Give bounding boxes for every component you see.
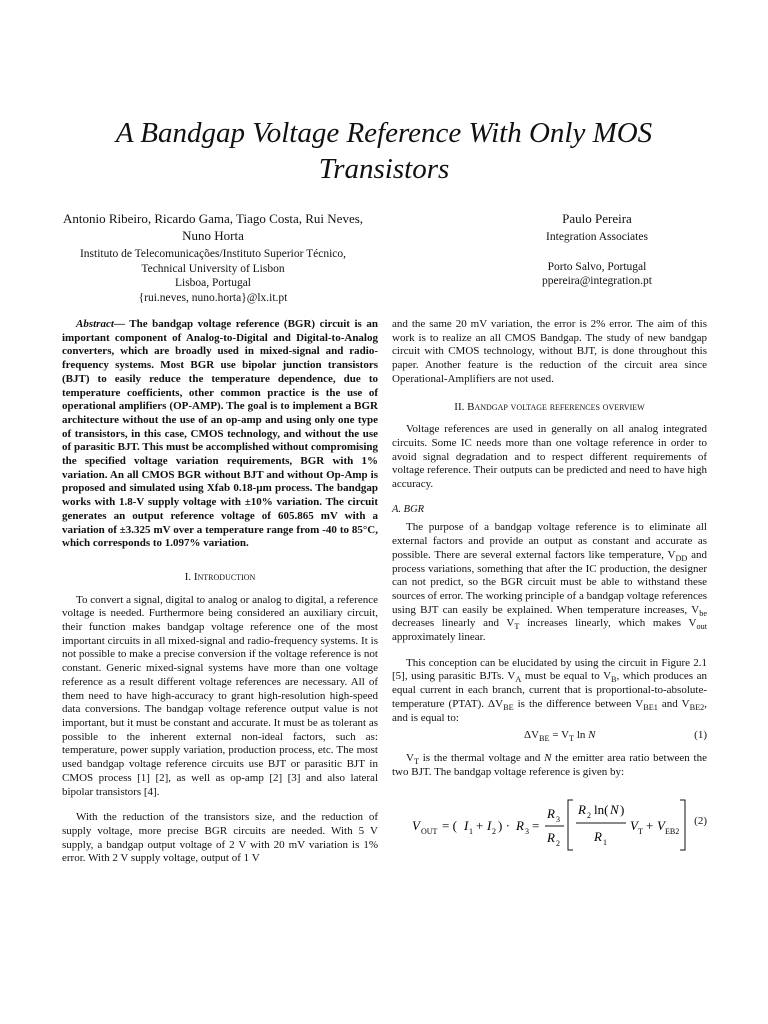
- svg-text:R: R: [547, 829, 555, 845]
- equation-2-number: (2): [694, 814, 707, 827]
- intro-paragraph-2: With the reduction of the transistors size, and the reduction of supply voltage, more precise BGR circuits are needed. With 5 V supply, a bandgap output voltage of 2 V with 20 mV variation is 1% error. With 2 V supply voltage, output of 1 V: [62, 811, 378, 865]
- author-institute: Instituto de Telecomunicações/Instituto Superior Técnico,: [79, 248, 347, 260]
- svg-text:3: 3: [556, 814, 560, 824]
- author-email-left: {rui.neves, nuno.horta}@lx.it.pt: [138, 291, 288, 304]
- svg-text:) ·: ) ·: [498, 817, 510, 833]
- svg-text:2: 2: [556, 838, 560, 848]
- author-name-right: Paulo Pereira: [562, 211, 632, 226]
- overview-paragraph-1: Voltage references are used in generally on all analog integrated circuits. Some IC needs more than one voltage reference in order to avoid signal degradation and to respect different requirements of voltage reference. Their outputs can be predicted and need to have high accuracy.: [392, 423, 707, 491]
- svg-text:+: +: [476, 817, 484, 833]
- intro-paragraph-2-continued: and the same 20 mV variation, the error is 2% error. The aim of this work is to realize an all CMOS Bandgap. The study of new bandgap circuit with CMOS technology, without BJT, is done throughout this paper. Another feature is the reduction of the circuit area since Operational-Amplifiers are not used.: [392, 318, 707, 385]
- svg-text:I: I: [464, 817, 469, 833]
- bgr-paragraph-3: $V_T$ is the thermal voltage and N the emitter area ratio between the two BJT. The bandgap voltage reference is given by:: [392, 752, 707, 778]
- paper-title: A Bandgap Voltage Reference With Only MOS Transistors: [115, 117, 653, 185]
- svg-text:EB2: EB2: [665, 826, 680, 836]
- svg-text:2: 2: [492, 826, 496, 836]
- right-column: [392, 318, 707, 856]
- svg-text:R: R: [578, 801, 586, 817]
- svg-text:): ): [620, 801, 625, 817]
- author-company: Integration Associates: [546, 231, 648, 243]
- svg-text:N: N: [610, 801, 619, 817]
- bgr-paragraph-1: The purpose of a bandgap voltage reference is to eliminate all external factors and provide an output as constant and accurate as possible. There are several external factors like temperature, $V_{DD}$ and process variations, something that after the IC production, the designer can not predict, so the BGR circuit must be able to withstand these sources of error. The working principle of a bandgap voltage references using BJT can easily be explained. When temperature increases, $V_{be}$ decreases linearly and $V_T$ increases linearly, which makes $V_{out}$ approximately linear.: [392, 521, 707, 644]
- author-email-right: ppereira@integration.pt: [542, 275, 652, 287]
- subsection-heading-bgr: A. BGR: [392, 503, 425, 515]
- svg-text:R: R: [547, 805, 555, 821]
- equation-1: $\Delta V_{BE} = V_T$ ln N (1): [524, 729, 707, 744]
- svg-text:R: R: [594, 828, 602, 844]
- section-heading-introduction: I. Introduction: [184, 570, 256, 583]
- svg-text:1: 1: [469, 826, 473, 836]
- svg-text:=: =: [532, 817, 540, 833]
- svg-text:= (: = (: [442, 817, 457, 833]
- svg-text:V: V: [412, 817, 420, 833]
- svg-text:1: 1: [603, 837, 607, 847]
- svg-text:T: T: [638, 826, 643, 836]
- bgr-paragraph-2: This conception can be elucidated by using the circuit in Figure 2.1 [5], using parasitic BJTs. $V_A$ must be equal to $V_B$, which produces an equal current in each branch, current that is proportional-to-absolute-temperature (PTAT). $\Delta V_{BE}$ is the difference between $V_{BE1}$ and $V_{BE2}$, and is equal to:: [392, 656, 707, 724]
- svg-text:3: 3: [525, 826, 529, 836]
- intro-paragraph-1: To convert a signal, digital to analog or analog to digital, a reference voltage is needed. Furthermore being considered an auxiliary circuit, their function makes bandgap voltage reference one of the most important circuits in all mixed-signal and radio-frequency systems. It is not possible to make a precise conversion if the voltage reference is not constant. Generic mixed-signal systems have more than one voltage reference as a result different voltage references are necessary. All of them need to have high-accuracy to grant high-resolution high-speed data conversions. The bandgap voltage reference output value is not important, but it must be constant and accurate. It must be as tolerant as possible to the inherent external non-ideal factors, such as: temperature, power supply variation, production process, etc. The most used bandgap voltage reference circuits use BJT or parasitic BJT in CMOS process [1] [2], as well as op-amp [2] [3] and also lateral bipolar transistors [4].: [62, 593, 378, 798]
- svg-text:V: V: [657, 817, 665, 833]
- equation-2: [392, 794, 707, 856]
- svg-text:ln(: ln(: [594, 801, 609, 817]
- author-location-right: Porto Salvo, Portugal: [547, 260, 647, 273]
- svg-text:OUT: OUT: [421, 826, 438, 836]
- author-names-left: Antonio Ribeiro, Ricardo Gama, Tiago Costa, Rui Neves, Nuno Horta: [62, 211, 364, 243]
- equation-2-formula: [412, 794, 687, 856]
- svg-text:2: 2: [587, 810, 591, 820]
- section-heading-overview: II. Bandgap voltage references overview: [454, 400, 645, 413]
- svg-text:I: I: [487, 817, 492, 833]
- svg-text:R: R: [516, 817, 524, 833]
- author-block-left: [50, 210, 376, 305]
- svg-text:+: +: [646, 817, 654, 833]
- abstract-text: The bandgap voltage reference (BGR) circuit is an important component of Analog-to-Digital and Digital-to-Analog converters, which are broadly used in mixed-signal and radio-frequency systems. Most BGR use bipolar junction transistors (BJT) to easily reduce the temperature dependence, due to temperature coefficients, other common practice is the use of operational amplifiers (OP-AMP). The goal is to implement a BGR architecture without the use of an op-amp and using only one type of transistors, in this case, CMOS technology, and without the use of parasitic BJT. This must be accomplished without compromising the specified voltage variation requirements, BGR with 1% variation. An all CMOS BGR without BJT and without Op-Amp is proposed and simulated using Xfab 0.18-µm process. The bandgap works with 1.8-V supply voltage with ±10% variation. The circuit generates an output reference voltage of 605.865 mV with a variation of ±3.325 mV over a temperature range from -40 to 85°C, which corresponds to 1.097% variation.: [62, 318, 378, 550]
- abstract-label: Abstract: [76, 318, 114, 330]
- author-university: Technical University of Lisbon: [141, 262, 285, 275]
- left-column: [62, 318, 378, 866]
- svg-text:V: V: [630, 817, 638, 833]
- abstract: Abstract— The bandgap voltage reference (BGR) circuit is an important component of Analog-to-Digital and Digital-to-Analog converters, which are broadly used in mixed-signal and radio-frequency systems. Most BGR use bipolar junction transistors (BJT) to easily reduce the temperature dependence, due to temperature coefficients, other common practice is the use of operational amplifiers (OP-AMP). The goal is to implement a BGR architecture without the use of an op-amp and using only one type of transistors, in this case, CMOS technology, and without the use of parasitic BJT. This must be accomplished without compromising the specified voltage variation requirements, BGR with 1% variation. An all CMOS BGR without BJT and without Op-Amp is proposed and simulated using Xfab 0.18-µm process. The bandgap works with 1.8-V supply voltage with ±10% variation. The circuit generates an output reference voltage of 605.865 mV with a variation of ±3.325 mV over a temperature range from -40 to 85°C, which corresponds to 1.097% variation.: [62, 318, 378, 550]
- equation-1-number: (1): [694, 729, 707, 742]
- author-location-left: Lisboa, Portugal: [174, 277, 252, 289]
- author-block-right: [432, 210, 762, 289]
